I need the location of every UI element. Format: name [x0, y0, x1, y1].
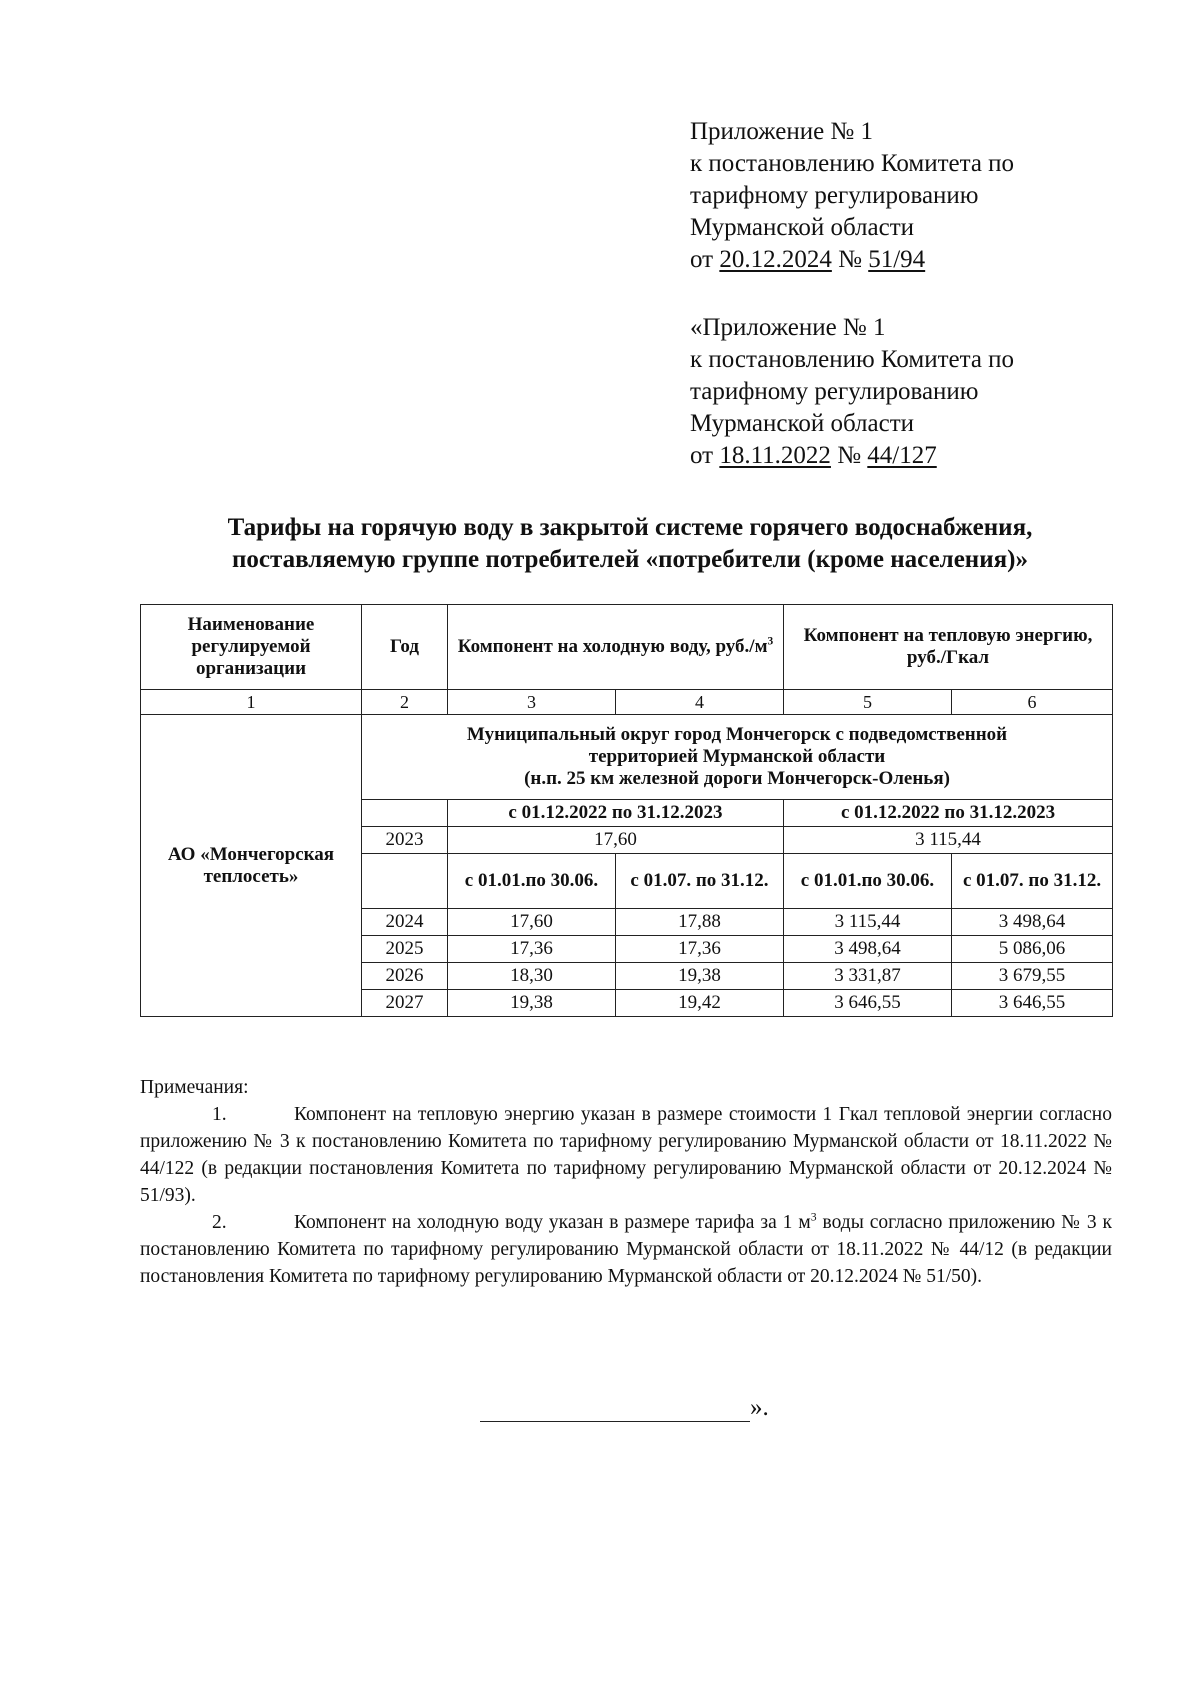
header-cold-text: Компонент на холодную воду, руб./м: [457, 636, 768, 657]
note-sup: 3: [810, 1210, 817, 1224]
note-text: Компонент на холодную воду указан в размере тарифа за 1 м: [294, 1212, 811, 1233]
period-heat: с 01.12.2022 по 31.12.2023: [784, 800, 1113, 827]
number-prefix: №: [831, 246, 869, 273]
table-header-row: [141, 605, 1113, 690]
half-period-first: с 01.01.по 30.06.: [448, 854, 616, 909]
appendix-ref-line: тарифному регулированию: [690, 182, 979, 209]
header-heat: Компонент на тепловую энергию, руб./Гкал: [784, 605, 1113, 690]
date-prefix: от: [690, 246, 720, 273]
closing-mark: [480, 1394, 769, 1422]
appendix-date-line: [690, 440, 1110, 472]
cold-value: 17,36: [616, 936, 784, 963]
heat-value: 3 646,55: [784, 990, 952, 1017]
note-number: 1.: [212, 1104, 227, 1125]
territory-name: [362, 715, 1113, 800]
number-prefix: №: [830, 442, 868, 469]
appendix-previous-block: [690, 312, 1110, 472]
year-cell: 2024: [362, 909, 448, 936]
appendix-number: 51/94: [868, 246, 926, 273]
cold-value: 19,38: [616, 963, 784, 990]
column-number-row: [141, 690, 1113, 715]
appendix-date: 20.12.2024: [719, 246, 832, 273]
cold-value: 17,36: [448, 936, 616, 963]
column-number: 1: [141, 690, 362, 715]
tariff-table: [140, 604, 1113, 1017]
appendix-ref-line: тарифному регулированию: [690, 378, 979, 405]
note-text: Компонент на тепловую энергию указан в размере стоимости 1 Гкал тепловой энергии согласно приложению № 3 к постановлению Комитета по тарифному регулированию Мурманской области от 18.11.2022 № 44/122 (в редакции постановления Комитета по тарифному регулированию Мурманской области от 20.12.2024 № 51/93).: [140, 1104, 1112, 1206]
year-cell: 2023: [362, 827, 448, 854]
note-text: воды согласно приложению № 3 к постановлению Комитета по тарифному регулированию Мурманской области от 18.11.2022 № 44/12 (в редакции постановления Комитета по тарифному регулированию Мурманской области от 20.12.2024 № 51/50).: [140, 1212, 1112, 1287]
appendix-date-line: [690, 244, 1110, 276]
heat-value: 3 115,44: [784, 827, 1113, 854]
closing-underline: [480, 1399, 750, 1422]
heat-value: 3 498,64: [952, 909, 1113, 936]
year-cell: 2027: [362, 990, 448, 1017]
notes-heading: Примечания:: [140, 1077, 249, 1098]
appendix-current-block: [690, 116, 1110, 276]
organization-name: АО «Мончегорская теплосеть»: [141, 715, 362, 1017]
appendix-ref-line: к постановлению Комитета по: [690, 150, 1015, 177]
cold-value: 19,38: [448, 990, 616, 1017]
column-number: 4: [616, 690, 784, 715]
header-cold-water: [448, 605, 784, 690]
note-number: 2.: [212, 1212, 227, 1233]
title-line: Тарифы на горячую воду в закрытой системе горячего водоснабжения,: [227, 514, 1033, 541]
heat-value: 5 086,06: [952, 936, 1113, 963]
year-cell: 2026: [362, 963, 448, 990]
empty-cell: [362, 800, 448, 827]
cold-value: 19,42: [616, 990, 784, 1017]
empty-cell: [362, 854, 448, 909]
territory-line: (н.п. 25 км железной дороги Мончегорск-Оленья): [524, 768, 950, 789]
cold-value: 18,30: [448, 963, 616, 990]
territory-row: [141, 715, 1113, 800]
notes-section: [140, 1074, 1112, 1290]
appendix-label: Приложение № 1: [690, 118, 874, 145]
column-number: 2: [362, 690, 448, 715]
heat-value: 3 331,87: [784, 963, 952, 990]
appendix-ref-line: Мурманской области: [690, 214, 915, 241]
appendix-date: 18.11.2022: [719, 442, 831, 469]
column-number: 6: [952, 690, 1113, 715]
half-period-first: с 01.01.по 30.06.: [784, 854, 952, 909]
note-item: [140, 1209, 1112, 1290]
header-org: Наименование регулируемой организации: [141, 605, 362, 690]
header-cold-sup: 3: [767, 635, 774, 648]
document-title: [140, 512, 1120, 576]
cold-value: 17,60: [448, 909, 616, 936]
closing-quote: ».: [750, 1394, 769, 1421]
column-number: 3: [448, 690, 616, 715]
heat-value: 3 646,55: [952, 990, 1113, 1017]
cold-value: 17,60: [448, 827, 784, 854]
title-line: поставляемую группе потребителей «потребители (кроме населения)»: [232, 546, 1028, 573]
year-cell: 2025: [362, 936, 448, 963]
half-period-second: с 01.07. по 31.12.: [952, 854, 1113, 909]
territory-line: Муниципальный округ город Мончегорск с подведомственной: [466, 724, 1008, 745]
heat-value: 3 679,55: [952, 963, 1113, 990]
appendix-ref-line: к постановлению Комитета по: [690, 346, 1015, 373]
date-prefix: от: [690, 442, 720, 469]
header-year: Год: [362, 605, 448, 690]
appendix-ref-line: Мурманской области: [690, 410, 915, 437]
appendix-number: 44/127: [867, 442, 937, 469]
appendix-label: «Приложение № 1: [690, 314, 886, 341]
heat-value: 3 498,64: [784, 936, 952, 963]
column-number: 5: [784, 690, 952, 715]
half-period-second: с 01.07. по 31.12.: [616, 854, 784, 909]
territory-line: территорией Мурманской области: [588, 746, 886, 767]
note-item: [140, 1101, 1112, 1209]
period-cold: с 01.12.2022 по 31.12.2023: [448, 800, 784, 827]
heat-value: 3 115,44: [784, 909, 952, 936]
cold-value: 17,88: [616, 909, 784, 936]
